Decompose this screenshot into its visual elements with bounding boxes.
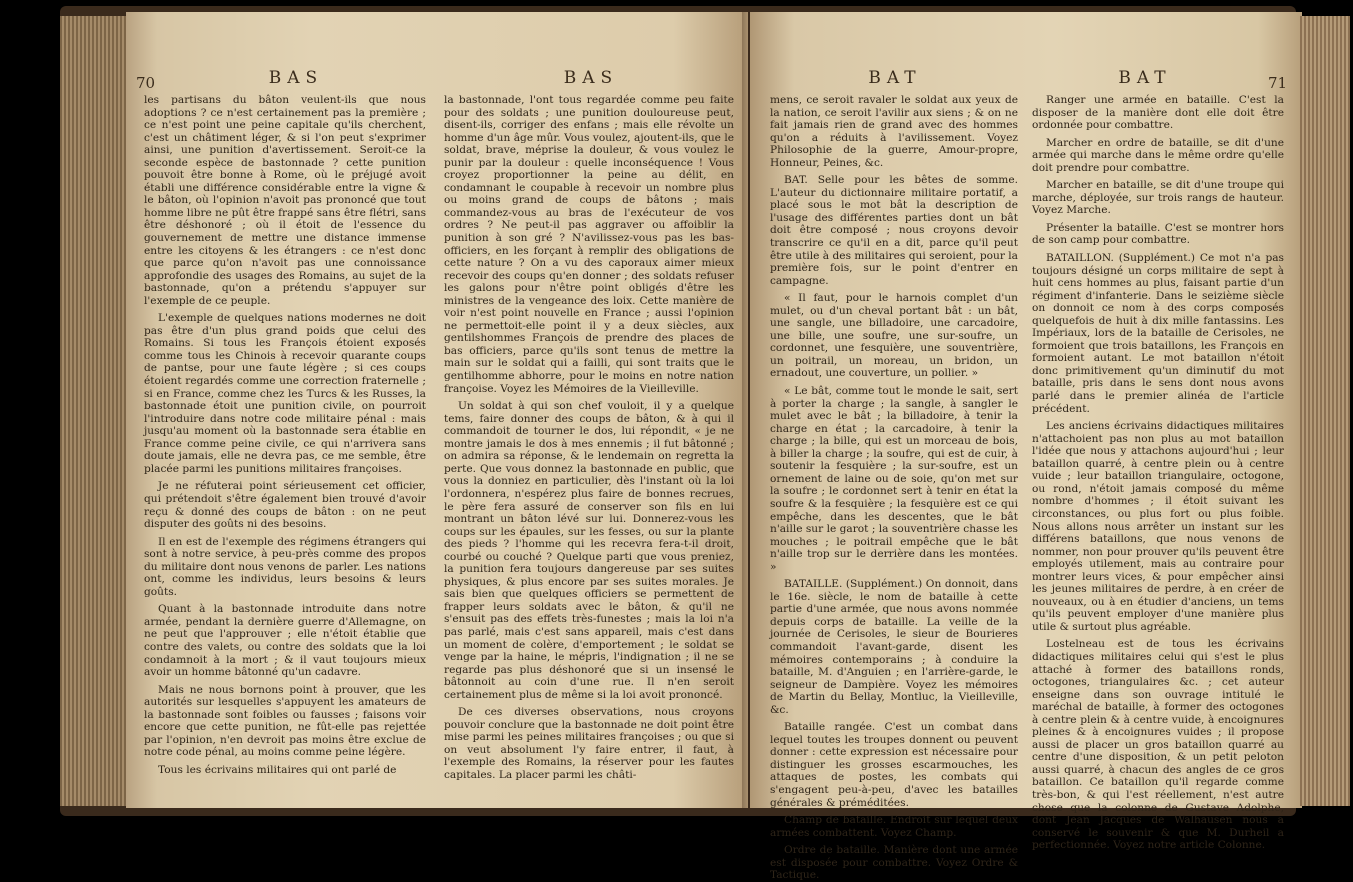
paragraph: BAT. Selle pour les bêtes de somme. L'auteur du dictionnaire militaire portatif, a placé sous le mot bât la description de l'usage des différentes parties dont un bât doit être composé ; nous croyons devoir transcrire ce qu'il en a dit, parce qu'il peut être utile à des militaires qui seroient, pour la première fois, sur le point d'entrer en campagne. <box>770 174 1018 287</box>
paragraph: Champ de bataille. Endroit sur lequel deux armées combattent. Voyez Champ. <box>770 814 1018 839</box>
right-column-2 <box>1032 94 1284 852</box>
paragraph: Bataille rangée. C'est un combat dans lequel toutes les troupes donnent ou peuvent donner : cette expression est nécessaire pour distinguer les grosses escarmouches, les attaques de postes, les combats qui s'engagent peu-à-peu, d'avec les batailles générales & préméditées. <box>770 721 1018 809</box>
left-page-header-1: BAS <box>268 68 324 88</box>
paragraph: Mais ne nous bornons point à prouver, que les autorités sur lesquelles s'appuyent les amateurs de la bastonnade sont foibles ou fausses ; faisons voir encore que cette punition, ne fût-elle pas rejettée par l'opinion, n'en devroit pas moins être exclue de notre code pénal, au moins comme peine légère. <box>144 683 426 759</box>
paragraph: Je ne réfuterai point sérieusement cet officier, qui prétendoit s'être également bien trouvé d'avoir reçu & donné des coups de bâton : on ne peut disputer des goûts ni des besoins. <box>144 480 426 531</box>
right-page-header-1: BAT <box>868 68 922 88</box>
paragraph: L'exemple de quelques nations modernes ne doit pas être d'un plus grand poids que celui des Romains. Si tous les François étoient exposés comme tous les Chinois à recevoir quarante coups de pantse, pour une faute légère ; si ces coups étoient regardés comme une correction fraternelle ; si en France, comme chez les Turcs & les Russes, la bastonnade étoit une punition civile, on pourroit l'introduire dans notre code militaire pénal : mais jusqu'au moment où la bastonnade sera établie en France comme peine civile, ce qui n'arrivera sans doute jamais, elle ne devra pas, ce me semble, être placée parmi les punitions militaires françoises. <box>144 312 426 475</box>
right-page-number: 71 <box>1268 74 1288 92</box>
paragraph: BATAILLE. (Supplément.) On donnoit, dans le 16e. siècle, le nom de bataille à cette partie d'une armée, que nous avons nommée depuis corps de bataille. La veille de la journée de Cerisoles, le sieur de Bourieres commandoit l'avant-garde, disent les mémoires contemporains ; à conduire la bataille, M. d'Anguien ; en l'arrière-garde, le seigneur de Dampière. Voyez les mémoires de Martin du Bellay, Montluc, la Vieilleville, &c. <box>770 578 1018 716</box>
left-page-number: 70 <box>136 74 156 92</box>
right-page-edges <box>1300 16 1350 806</box>
left-page <box>126 12 748 808</box>
paragraph: Un soldat à qui son chef vouloit, il y a quelque tems, faire donner des coups de bâton, & à qui il commandoit de tourner le dos, lui répondit, « je ne montre jamais le dos à mes ennemis ; il fut bâtonné ; on admira sa réponse, & le lendemain on regretta la perte. Que vous donnez la bastonnade en public, que vous la donniez en particulier, dès l'instant où la loi l'ordonnera, n'espérez plus faire de bonnes recrues, le père fera assuré de conserver son fils en lui montrant un bâton lévé sur lui. Donnerez-vous les coups sur les épaules, sur les fesses, ou sur la plante des pieds ? l'homme qui les recevra fera-t-il droit, courbé ou couché ? Quelque parti que vous preniez, la punition fera toujours dangereuse par ses suites physiques, & plus encore par ses suites morales. Je sais bien que quelques officiers se permettent de frapper leurs soldats avec le bâton, & qu'il ne s'ensuit pas des effets très-funestes ; mais la loi n'a pas parlé, mais c'est sans appareil, mais c'est dans un moment de colère, d'emportement ; le soldat se venge par la haine, le mépris, l'indignation ; il ne se regarde pas plus déshonoré que si un insensé le bâtonnoit au coin d'une rue. Il n'en seroit certainement plus de même si la loi avoit prononcé. <box>444 400 734 701</box>
paragraph: Les anciens écrivains didactiques militaires n'attachoient pas non plus au mot bataillon l'idée que nous y attachons aujourd'hui ; leur bataillon quarré, à centre plein ou à centre vuide ; leur bataillon triangulaire, octogone, ou rond, n'étoit jamais composé du même nombre d'hommes ; il étoit suivant les circonstances, ou plus fort ou plus foible. Nous allons nous arrêter un instant sur les différens bataillons, que nous venons de nommer, non pour prouver qu'ils peuvent être employés utilement, mais au contraire pour montrer leurs vices, & pour empêcher ainsi les jeunes militaires de perdre, à en créer de nouveaux, ou à en étudier d'anciens, un tems qu'ils peuvent employer d'une manière plus utile & surtout plus agréable. <box>1032 420 1284 633</box>
open-book <box>60 6 1296 882</box>
left-page-header-2: BAS <box>563 68 619 88</box>
paragraph: « Le bât, comme tout le monde le sait, sert à porter la charge ; la sangle, à sangler le mulet avec le bât ; la billadoire, à tenir la charge en état ; la carcadoire, à tenir la charge ; la bille, qui est un morceau de bois, à biller la charge ; la soufre, qui est de cuir, à soutenir la fesquière ; la sur-soufre, est un ornement de laine ou de soie, qu'on met sur la soufre ; le cordonnet sert à tenir en état la soufre & la fesquière ; la fesquière est ce qui empêche, dans les descentes, que le bât n'aille sur le garot ; la souventrière chasse les mouches ; le poitrail empêche que le bât n'aille trop sur le derrière dans les montées. » <box>770 385 1018 573</box>
paragraph: Tous les écrivains militaires qui ont parlé de <box>158 763 397 776</box>
paragraph: « Il faut, pour le harnois complet d'un mulet, ou d'un cheval portant bât : un bât, une sangle, une billadoire, une carcadoire, une bille, une soufre, une sur-soufre, un cordonnet, une fesquière, une souventrière, un poitrail, un moreau, un bridon, un ernadout, une couverture, un pollier. » <box>770 292 1018 380</box>
left-page-edges <box>60 16 126 806</box>
paragraph: Quant à la bastonnade introduite dans notre armée, pendant la dernière guerre d'Allemagne, on ne peut que l'approuver ; elle n'étoit établie que contre des valets, ou contre des soldats que la loi condamnoit à la mort ; & il vaut toujours mieux avoir un homme bâtonné qu'un cadavre. <box>144 603 426 679</box>
paragraph: Ordre de bataille. Manière dont une armée est disposée pour combattre. Voyez Ordre & Tactique. <box>770 844 1018 882</box>
right-page-header-2: BAT <box>1118 68 1172 88</box>
right-page <box>750 12 1302 882</box>
paragraph: Marcher en bataille, se dit d'une troupe qui marche, déployée, sur trois rangs de hauteur. Voyez Marche. <box>1032 179 1284 217</box>
paragraph: Il en est de l'exemple des régimens étrangers qui sont à notre service, à peu-près comme des propos du militaire dont nous venons de parler. Les nations ont, comme les individus, leurs besoins & leurs goûts. <box>144 535 426 598</box>
paragraph: les partisans du bâton veulent-ils que nous adoptions ? ce n'est certainement pas la première ; ce n'est point une peine capitale qu'ils cherchent, c'est un châtiment léger, & si l'on peut s'exprimer ainsi, une punition d'avertissement. Seroit-ce la seconde espèce de bastonnade ? cette punition pouvoit être bonne à Rome, où le préjugé avoit établi une différence considérable entre la vigne & le bâton, où l'opinion n'avoit pas prononcé que tout homme libre ne pût être frappé sans être flétri, sans être déshonoré ; où il étoit de l'essence du gouvernement de mettre une distance immense entre les citoyens & les étrangers : ce n'est donc que parce qu'on n'avoit pas une connoissance approfondie des usages des Romains, au sujet de la bastonnade, qu'on a prétendu s'appuyer sur l'exemple de ce peuple. <box>144 94 427 307</box>
paragraph: BATAILLON. (Supplément.) Ce mot n'a pas toujours désigné un corps militaire de sept à huit cens hommes au plus, faisant partie d'un régiment d'infanterie. Dans le seizième siècle on donnoit ce nom à des corps composés quelquefois de huit à dix mille fantassins. Les Impériaux, lors de la bataille de Cerisoles, ne formoient que trois bataillons, les François en formoient autant. Le mot bataillon n'étoit donc primitivement qu'un diminutif du mot bataille, pris dans le sens dont nous avons parlé dans le premier alinéa de l'article précédent. <box>1032 252 1284 415</box>
left-column-2 <box>444 94 734 799</box>
paragraph: Lostelneau est de tous les écrivains didactiques militaires celui qui s'est le plus attaché à former des bataillons ronds, octogones, triangulaires &c. ; cet auteur enseigne dans son ouvrage intitulé le maréchal de bataille, à former des octogones à centre plein & à centre vuide, à encoignures pleines & à encoignures vuides ; il propose aussi de placer un gros bataillon quarré au centre d'une disposition, & un petit peloton aussi quarré, à chacun des angles de ce gros bataillon. Ce bataillon qu'il regarde comme très-bon, & qui l'est réellement, n'est autre chose que la colonne de Gustave Adolphe, dont Jean Jacques de Walhausen nous a conservé le souvenir & que M. Durheil a perfectionnée. Voyez notre article Colonne. <box>1032 638 1284 852</box>
paragraph: mens, ce seroit ravaler le soldat aux yeux de la nation, ce seroit l'avilir aux siens ; & on ne fait jamais rien de grand avec des hommes qu'on a réduits à l'avilissement. Voyez Philosophie de la guerre, Amour-propre, Honneur, Peines, &c. <box>770 94 1018 169</box>
paragraph: Marcher en ordre de bataille, se dit d'une armée qui marche dans le même ordre qu'elle doit prendre pour combattre. <box>1032 136 1284 174</box>
left-column-1 <box>144 94 426 799</box>
paragraph: De ces diverses observations, nous croyons pouvoir conclure que la bastonnade ne doit point être mise parmi les peines militaires françoises ; ou que si on veut absolument l'y faire entrer, il faut, à l'exemple des Romains, la réserver pour les fautes capitales. La placer parmi les châti- <box>444 706 734 781</box>
paragraph: Ranger une armée en bataille. C'est la disposer de la manière dont elle doit être ordonnée pour combattre. <box>1032 94 1284 132</box>
paragraph: Présenter la bataille. C'est se montrer hors de son camp pour combattre. <box>1032 221 1284 247</box>
right-column-1 <box>770 94 1018 882</box>
paragraph: la bastonnade, l'ont tous regardée comme peu faite pour des soldats ; une punition douloureuse peut, disent-ils, corriger des enfans ; mais elle révolte un homme d'un âge mûr. Vous voulez, ajoutent-ils, que le soldat, brave, méprise la douleur, & vous voulez le punir par la douleur : quelle inconséquence ! Vous croyez proportionner la peine au délit, en condamnant le coupable à recevoir un nombre plus ou moins grand de coups de bâtons ; mais commandez-vous au bras de l'exécuteur de vos ordres ? Ne peut-il pas aggraver ou affoiblir la punition à son gré ? N'avilissez-vous pas les bas-officiers, en les forçant à remplir des obligations de cette nature ? On a vu des caporaux aimer mieux recevoir des coups qu'en donner ; des soldats refuser les galons pour n'être point obligés d'être les ministres de la vengeance des loix. Cette manière de voir n'est point nouvelle en France ; aussi l'opinion ne permettoit-elle point il y a deux siècles, aux gentilshommes François de prendre des places de bas officiers, parce qu'ils sont tenus de mettre la main sur le soldat qui a failli, qui sont traits que le gentilhomme abhorre, pour le moins en notre nation françoise. Voyez les Mémoires de la Vieilleville. <box>444 94 734 395</box>
